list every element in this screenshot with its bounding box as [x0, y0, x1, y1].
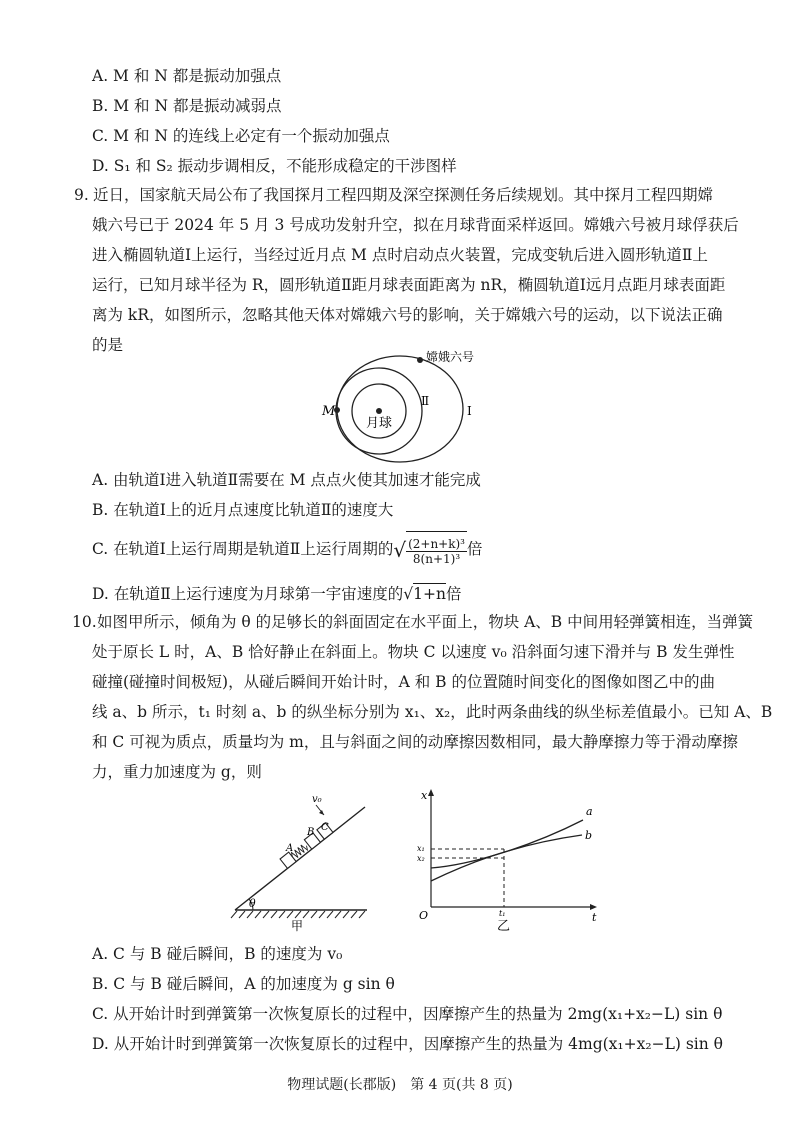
x2-label: x₂	[417, 854, 425, 863]
sqrt-radicand: 1+n	[413, 585, 446, 603]
fraction	[406, 537, 467, 566]
v0-arrowhead	[319, 810, 324, 815]
q9-option-c-text: C. 在轨道Ⅰ上运行周期是轨道Ⅱ上运行周期的	[92, 540, 394, 558]
moon-center-dot	[376, 408, 382, 414]
moon-label: 月球	[366, 416, 393, 431]
q8-option-a: A. M 和 N 都是振动加强点	[92, 67, 282, 85]
t1-label: t₁	[499, 909, 506, 918]
q9-option-c-suffix: 倍	[467, 540, 483, 558]
block-c-label: C	[321, 822, 329, 833]
y-axis-arrowhead	[428, 789, 434, 796]
q9-option-d-suffix: 倍	[446, 585, 462, 603]
q9-stem-line: 运行，已知月球半径为 R，圆形轨道Ⅱ距月球表面距离为 nR，椭圆轨道Ⅰ远月点距月球表面距	[92, 276, 726, 294]
v0-label: v₀	[312, 794, 322, 805]
fraction-denominator: 8(n+1)³	[412, 552, 461, 566]
q10-stem-line: 和 C 可视为质点，质量均为 m，且与斜面之间的动摩擦因数相同，最大静摩擦力等于滑动摩擦	[92, 733, 738, 751]
orbit-2-label: Ⅱ	[421, 394, 430, 408]
x-axis-arrowhead	[590, 904, 597, 910]
q9-option-a: A. 由轨道Ⅰ进入轨道Ⅱ需要在 M 点点火使其加速才能完成	[92, 471, 481, 489]
y-axis-label: x	[421, 789, 428, 802]
block-b-label: B	[307, 827, 315, 838]
q9-stem-line: 近日，国家航天局公布了我国探月工程四期及深空探测任务后续规划。其中探月工程四期嫦	[93, 186, 714, 204]
q10-stem-line: 碰撞(碰撞时间极短)，从碰后瞬间开始计时，A 和 B 的位置随时间变化的图像如图乙中的曲	[92, 673, 715, 691]
q9-stem-line: 离为 kR，如图所示，忽略其他天体对嫦娥六号的影响，关于嫦娥六号的运动，以下说法正确	[92, 306, 723, 324]
q9-option-b: B. 在轨道Ⅰ上的近月点速度比轨道Ⅱ的速度大	[92, 501, 394, 519]
figure-jia-caption: 甲	[291, 919, 304, 933]
q10-option-d: D. 从开始计时到弹簧第一次恢复原长的过程中，因摩擦产生的热量为 4mg(x₁+x₂−L) sin θ	[92, 1035, 723, 1053]
q9-option-c	[92, 530, 483, 570]
orbit-1-label: Ⅰ	[467, 404, 472, 418]
q8-option-b: B. M 和 N 都是振动减弱点	[92, 97, 282, 115]
q10-stem-line: 如图甲所示，倾角为 θ 的足够长的斜面固定在水平面上，物块 A、B 中间用轻弹簧相连，当弹簧	[97, 613, 754, 631]
figure-yi-caption: 乙	[497, 919, 511, 934]
curve-b-label: b	[585, 829, 593, 842]
q9-option-d	[92, 583, 462, 604]
q9-stem-line: 进入椭圆轨道Ⅰ上运行，当经过近月点 M 点时启动点火装置，完成变轨后进入圆形轨道Ⅱ上	[92, 246, 708, 264]
q9-stem-line: 娥六号已于 2024 年 5 月 3 号成功发射升空，拟在月球背面采样返回。嫦娥六号被月球俘获后	[92, 216, 739, 234]
ground-hatch	[231, 911, 365, 918]
q9-option-d-text: D. 在轨道Ⅱ上运行速度为月球第一宇宙速度的	[92, 585, 404, 603]
probe-dot	[417, 357, 423, 363]
q10-option-a: A. C 与 B 碰后瞬间，B 的速度为 v₀	[92, 945, 343, 963]
point-m-label: M	[322, 404, 336, 419]
orbit-1-ellipse	[337, 356, 463, 462]
q10-figure-jia	[225, 785, 375, 935]
q9-number: 9.	[74, 186, 89, 204]
sqrt-sign: √	[403, 585, 414, 603]
x1-label: x₁	[417, 844, 425, 853]
q8-option-c: C. M 和 N 的连线上必定有一个振动加强点	[92, 127, 390, 145]
q10-option-c: C. 从开始计时到弹簧第一次恢复原长的过程中，因摩擦产生的热量为 2mg(x₁+x₂−L) sin θ	[92, 1005, 723, 1023]
block-a-label: A	[286, 843, 294, 854]
q10-figure-yi	[410, 785, 600, 935]
x-axis-label: t	[592, 911, 597, 924]
page-footer: 物理试题(长郡版) 第 4 页(共 8 页)	[287, 1077, 513, 1093]
theta-label: θ	[249, 897, 256, 910]
origin-label: O	[419, 909, 429, 922]
q9-stem-line: 的是	[92, 336, 124, 354]
curve-a-label: a	[586, 805, 593, 818]
q10-option-b: B. C 与 B 碰后瞬间，A 的加速度为 g sin θ	[92, 975, 395, 993]
q10-stem-line: 力，重力加速度为 g，则	[92, 763, 262, 781]
curve-a	[431, 820, 583, 868]
sqrt-sign: √	[393, 538, 407, 562]
q8-option-d: D. S₁ 和 S₂ 振动步调相反，不能形成稳定的干涉图样	[92, 157, 457, 175]
incline-line	[235, 807, 365, 910]
probe-label: 嫦娥六号	[426, 350, 475, 364]
q9-orbit-figure	[300, 345, 500, 475]
q10-number: 10.	[72, 613, 97, 631]
q10-stem-line: 线 a、b 所示，t₁ 时刻 a、b 的纵坐标分别为 x₁、x₂，此时两条曲线的纵坐标差值最小。已知 A、B	[92, 703, 773, 721]
sqrt-radicand	[406, 531, 467, 570]
q10-stem-line: 处于原长 L 时，A、B 恰好静止在斜面上。物块 C 以速度 v₀ 沿斜面匀速下滑并与 B 发生弹性	[92, 643, 735, 661]
fraction-numerator: (2+n+k)³	[408, 537, 465, 551]
